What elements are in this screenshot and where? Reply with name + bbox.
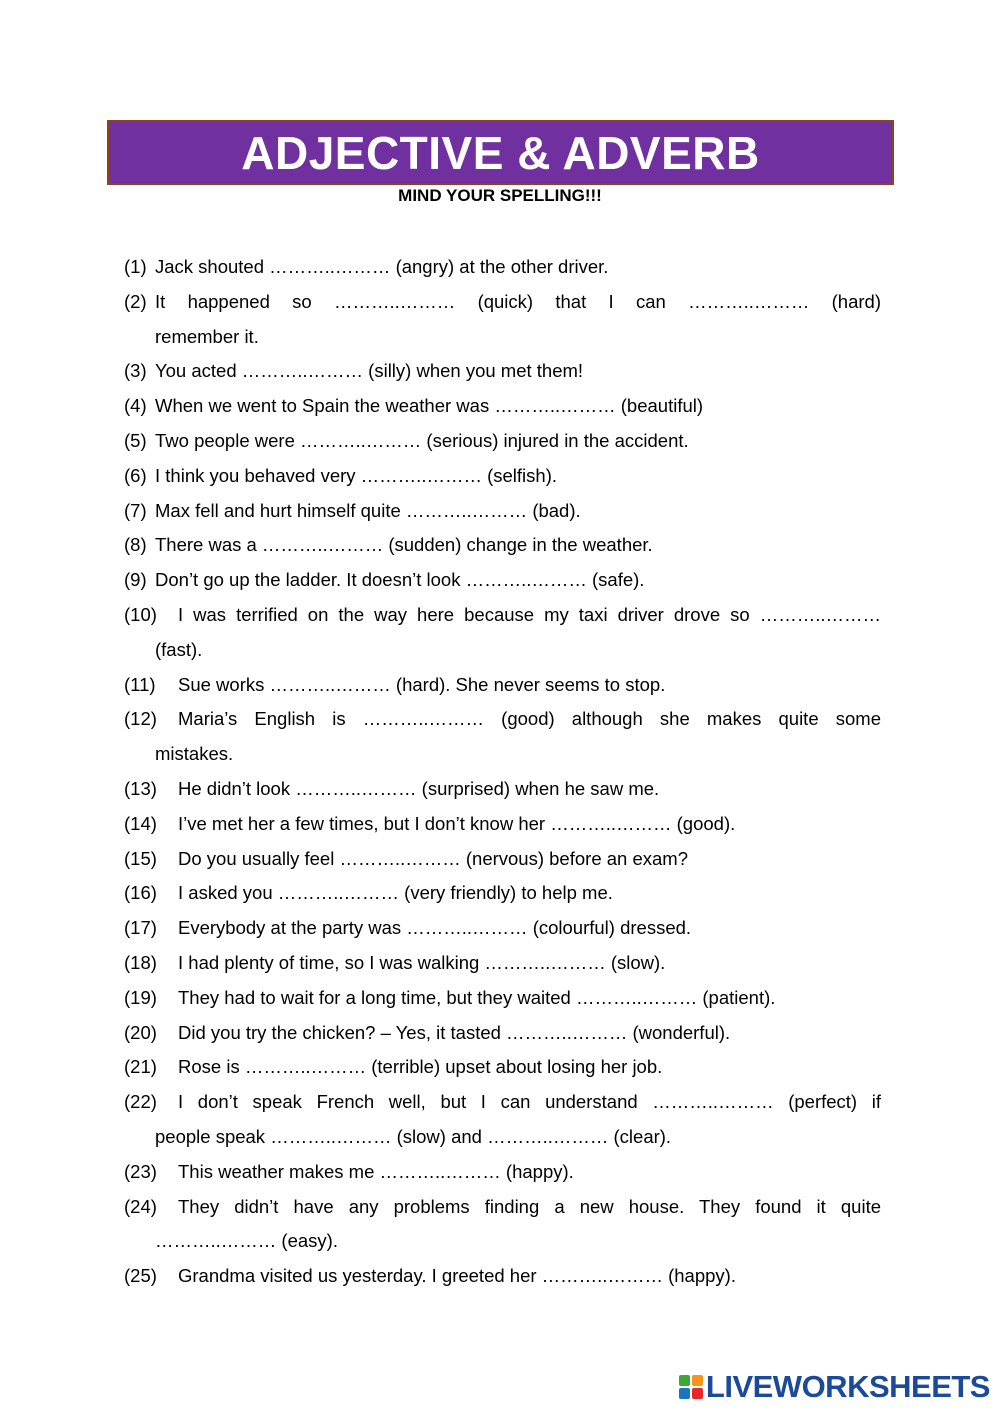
exercise-sentence: Sue works ………..……… (hard). She never seems to stop.: [178, 673, 666, 695]
logo-text: LIVEWORKSHEETS: [705, 1369, 990, 1404]
exercise-item: [124, 702, 881, 772]
exercise-item: [124, 459, 881, 494]
page-subtitle: MIND YOUR SPELLING!!!: [398, 186, 602, 205]
exercise-sentence-continued: mistakes.: [155, 743, 234, 765]
exercise-sentence: Jack shouted ………..……… (angry) at the other driver.: [155, 256, 609, 277]
exercise-number: (13): [124, 777, 157, 799]
exercise-number: (12): [124, 708, 157, 730]
exercise-item: [124, 1085, 881, 1155]
exercise-number: (15): [124, 847, 157, 869]
exercise-item: [124, 1016, 881, 1051]
exercise-number: (1): [124, 256, 147, 277]
exercise-sentence: They didn’t have any problems finding a new house. They found it quite: [178, 1195, 881, 1217]
exercise-item: [124, 1050, 881, 1085]
exercise-number: (3): [124, 360, 147, 382]
exercise-sentence-continued: (fast).: [155, 638, 203, 660]
exercise-number: (16): [124, 882, 157, 904]
exercise-item: [124, 563, 881, 598]
exercise-sentence: You acted ………..……… (silly) when you met them!: [155, 360, 584, 382]
exercise-number: (7): [124, 499, 147, 521]
exercise-sentence: I don’t speak French well, but I can understand ………..……… (perfect) if: [178, 1091, 881, 1113]
exercise-sentence: Did you try the chicken? – Yes, it tasted ………..……… (wonderful).: [178, 1021, 731, 1043]
exercise-sentence: When we went to Spain the weather was ………..……… (beautiful): [155, 395, 704, 417]
exercise-item: [124, 424, 881, 459]
exercise-item: [124, 354, 881, 389]
exercise-sentence: Maria’s English is ………..……… (good) although she makes quite some: [178, 708, 881, 730]
title-banner: [107, 120, 894, 185]
exercise-sentence: He didn’t look ………..……… (surprised) when he saw me.: [178, 777, 660, 799]
exercise-item: [124, 250, 881, 285]
exercise-sentence: This weather makes me ………..……… (happy).: [178, 1160, 574, 1182]
exercise-sentence-continued: people speak ………..……… (slow) and ………..……… (clear).: [155, 1125, 672, 1147]
exercise-item: [124, 1155, 881, 1190]
exercise-number: (18): [124, 951, 157, 973]
exercise-sentence: I was terrified on the way here because my taxi driver drove so ………..………: [178, 603, 881, 625]
exercise-number: (4): [124, 395, 147, 417]
exercise-item: [124, 528, 881, 563]
liveworksheets-logo: [679, 1369, 990, 1405]
exercise-number: (5): [124, 429, 147, 451]
exercise-sentence-continued: remember it.: [155, 325, 259, 347]
exercise-number: (9): [124, 569, 147, 591]
exercise-item: [124, 876, 881, 911]
exercise-item: [124, 946, 881, 981]
exercise-item: [124, 807, 881, 842]
exercise-item: [124, 772, 881, 807]
exercise-sentence: I think you behaved very ………..……… (selfish).: [155, 464, 557, 486]
exercise-item: [124, 981, 881, 1016]
exercise-sentence: Rose is ………..……… (terrible) upset about losing her job.: [178, 1056, 663, 1078]
exercise-number: (23): [124, 1160, 157, 1182]
exercise-item: [124, 1190, 881, 1260]
exercise-item: [124, 494, 881, 529]
exercise-number: (24): [124, 1195, 157, 1217]
exercise-item: [124, 668, 881, 703]
exercise-sentence: Two people were ………..……… (serious) injured in the accident.: [155, 429, 689, 451]
exercise-number: (14): [124, 812, 157, 834]
exercise-item: [124, 1259, 881, 1294]
exercise-sentence: They had to wait for a long time, but they waited ………..……… (patient).: [178, 986, 776, 1008]
exercise-sentence: Max fell and hurt himself quite ………..……… (bad).: [155, 499, 581, 521]
exercise-sentence: Do you usually feel ………..……… (nervous) before an exam?: [178, 847, 688, 869]
exercise-number: (25): [124, 1265, 157, 1287]
exercise-number: (11): [124, 673, 156, 695]
exercise-item: [124, 389, 881, 424]
exercise-number: (20): [124, 1021, 157, 1043]
page-title: ADJECTIVE & ADVERB: [241, 126, 760, 179]
exercise-sentence-continued: ………..……… (easy).: [155, 1230, 338, 1252]
exercise-item: [124, 598, 881, 668]
exercise-item: [124, 842, 881, 877]
exercise-number: (2): [124, 290, 147, 312]
exercise-number: (17): [124, 917, 157, 939]
exercise-list: [124, 250, 881, 1294]
exercise-sentence: Grandma visited us yesterday. I greeted her ………..……… (happy).: [178, 1265, 736, 1287]
exercise-sentence: Everybody at the party was ………..……… (colourful) dressed.: [178, 917, 692, 939]
liveworksheets-logo-icon: [679, 1375, 703, 1399]
exercise-number: (6): [124, 464, 147, 486]
exercise-sentence: I had plenty of time, so I was walking ………..……… (slow).: [178, 951, 666, 973]
exercise-number: (8): [124, 534, 147, 556]
exercise-item: [124, 911, 881, 946]
exercise-sentence: Don’t go up the ladder. It doesn’t look ………..……… (safe).: [155, 569, 645, 591]
exercise-sentence: I’ve met her a few times, but I don’t know her ………..……… (good).: [178, 812, 736, 834]
exercise-item: [124, 285, 881, 355]
exercise-number: (22): [124, 1091, 157, 1113]
exercise-number: (19): [124, 986, 157, 1008]
exercise-sentence: It happened so ………..……… (quick) that I can ………..……… (hard): [155, 290, 881, 312]
exercise-number: (21): [124, 1056, 157, 1078]
exercise-number: (10): [124, 603, 157, 625]
exercise-sentence: I asked you ………..……… (very friendly) to help me.: [178, 882, 613, 904]
exercise-sentence: There was a ………..……… (sudden) change in the weather.: [155, 534, 653, 556]
